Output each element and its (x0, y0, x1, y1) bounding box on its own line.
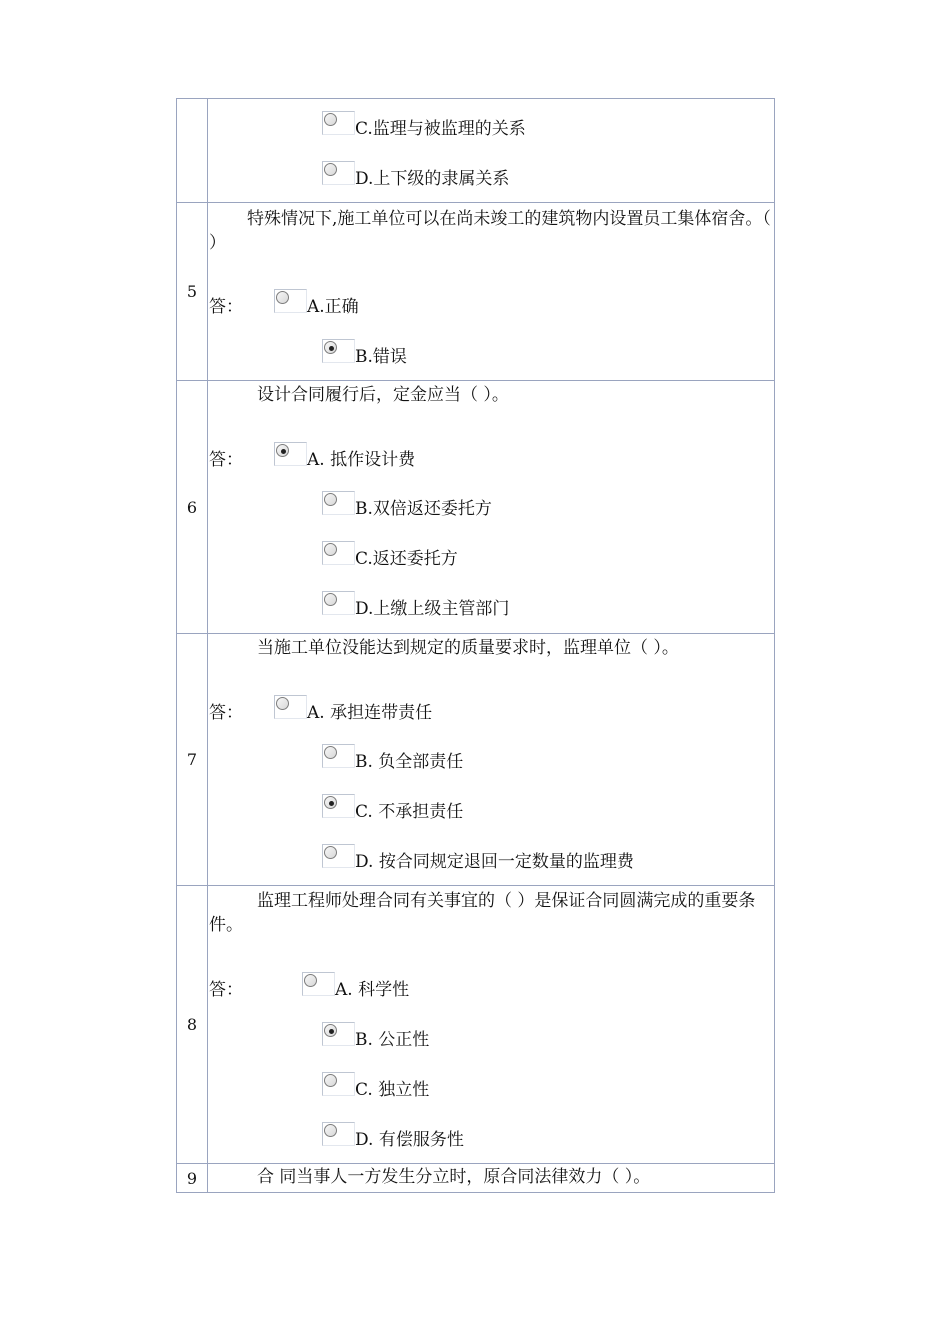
option-c-radio[interactable] (322, 1072, 355, 1096)
option-c-label: C. 不承担责任 (355, 802, 464, 822)
option-c-radio[interactable] (322, 794, 355, 818)
radio-selected-dot-icon (329, 801, 334, 806)
option-a-radio[interactable] (274, 695, 307, 719)
radio-selected-dot-icon (281, 449, 286, 454)
question-row-5 (177, 203, 774, 381)
option-b-label: B.错误 (355, 347, 407, 367)
radio-circle-icon (324, 796, 337, 809)
question-number: 9 (177, 1164, 208, 1192)
question-number (177, 99, 208, 202)
radio-circle-icon (324, 493, 337, 506)
option-b-label: B. 公正性 (355, 1030, 430, 1050)
radio-circle-icon (324, 746, 337, 759)
radio-circle-icon (324, 543, 337, 556)
radio-circle-icon (324, 1074, 337, 1087)
radio-circle-icon (276, 291, 289, 304)
option-c-label: C.返还委托方 (355, 549, 458, 569)
question-row-8 (177, 886, 774, 1164)
option-d-radio[interactable] (322, 1122, 355, 1146)
question-number: 5 (177, 203, 208, 380)
option-b-radio[interactable] (322, 744, 355, 768)
radio-selected-dot-icon (329, 1029, 334, 1034)
option-b-label: B.双倍返还委托方 (355, 499, 492, 519)
radio-circle-icon (304, 974, 317, 987)
question-text: 特殊情况下,施工单位可以在尚未竣工的建筑物内设置员工集体宿舍。（ ） (209, 209, 771, 253)
radio-circle-icon (324, 1024, 337, 1037)
option-c-label: C.监理与被监理的关系 (355, 119, 526, 139)
option-c-label: C. 独立性 (355, 1080, 430, 1100)
option-a-label: A. 承担连带责任 (307, 703, 433, 723)
option-a-radio[interactable] (274, 289, 307, 313)
question-row-4 (177, 99, 774, 203)
option-d-label: D.上下级的隶属关系 (355, 169, 510, 189)
option-d-radio[interactable] (322, 591, 355, 615)
radio-circle-icon (324, 1124, 337, 1137)
radio-circle-icon (324, 846, 337, 859)
radio-circle-icon (324, 113, 337, 126)
question-text: 监理工程师处理合同有关事宜的（ ）是保证合同圆满完成的重要条件。 (209, 891, 756, 935)
option-d-radio[interactable] (322, 844, 355, 868)
question-table (176, 98, 775, 1193)
option-a-label: A.正确 (307, 297, 359, 317)
option-b-radio[interactable] (322, 491, 355, 515)
option-b-label: B. 负全部责任 (355, 752, 464, 772)
answer-label: 答： (209, 297, 243, 317)
question-text: 合 同当事人一方发生分立时，原合同法律效力（ ）。 (257, 1167, 651, 1187)
radio-circle-icon (276, 444, 289, 457)
question-number: 6 (177, 381, 208, 633)
option-b-radio[interactable] (322, 1022, 355, 1046)
question-number: 8 (177, 886, 208, 1163)
radio-circle-icon (324, 163, 337, 176)
answer-label: 答： (209, 450, 243, 470)
radio-selected-dot-icon (329, 346, 334, 351)
radio-circle-icon (324, 341, 337, 354)
question-text: 当施工单位没能达到规定的质量要求时，监理单位（ ）。 (257, 638, 679, 658)
option-a-radio[interactable] (302, 972, 335, 996)
question-row-7 (177, 634, 774, 886)
question-row-9 (177, 1164, 774, 1192)
option-b-radio[interactable] (322, 339, 355, 363)
question-number: 7 (177, 634, 208, 885)
option-d-label: D. 按合同规定退回一定数量的监理费 (355, 852, 634, 872)
option-a-label: A. 科学性 (335, 980, 410, 1000)
answer-label: 答： (209, 703, 243, 723)
option-d-radio[interactable] (322, 161, 355, 185)
question-row-6 (177, 381, 774, 634)
option-d-label: D.上缴上级主管部门 (355, 599, 510, 619)
answer-label: 答： (209, 980, 243, 1000)
radio-circle-icon (276, 697, 289, 710)
option-a-radio[interactable] (274, 442, 307, 466)
option-c-radio[interactable] (322, 541, 355, 565)
option-c-radio[interactable] (322, 111, 355, 135)
radio-circle-icon (324, 593, 337, 606)
question-text: 设计合同履行后，定金应当（ ）。 (257, 385, 509, 405)
option-a-label: A. 抵作设计费 (307, 450, 416, 470)
option-d-label: D. 有偿服务性 (355, 1130, 464, 1150)
